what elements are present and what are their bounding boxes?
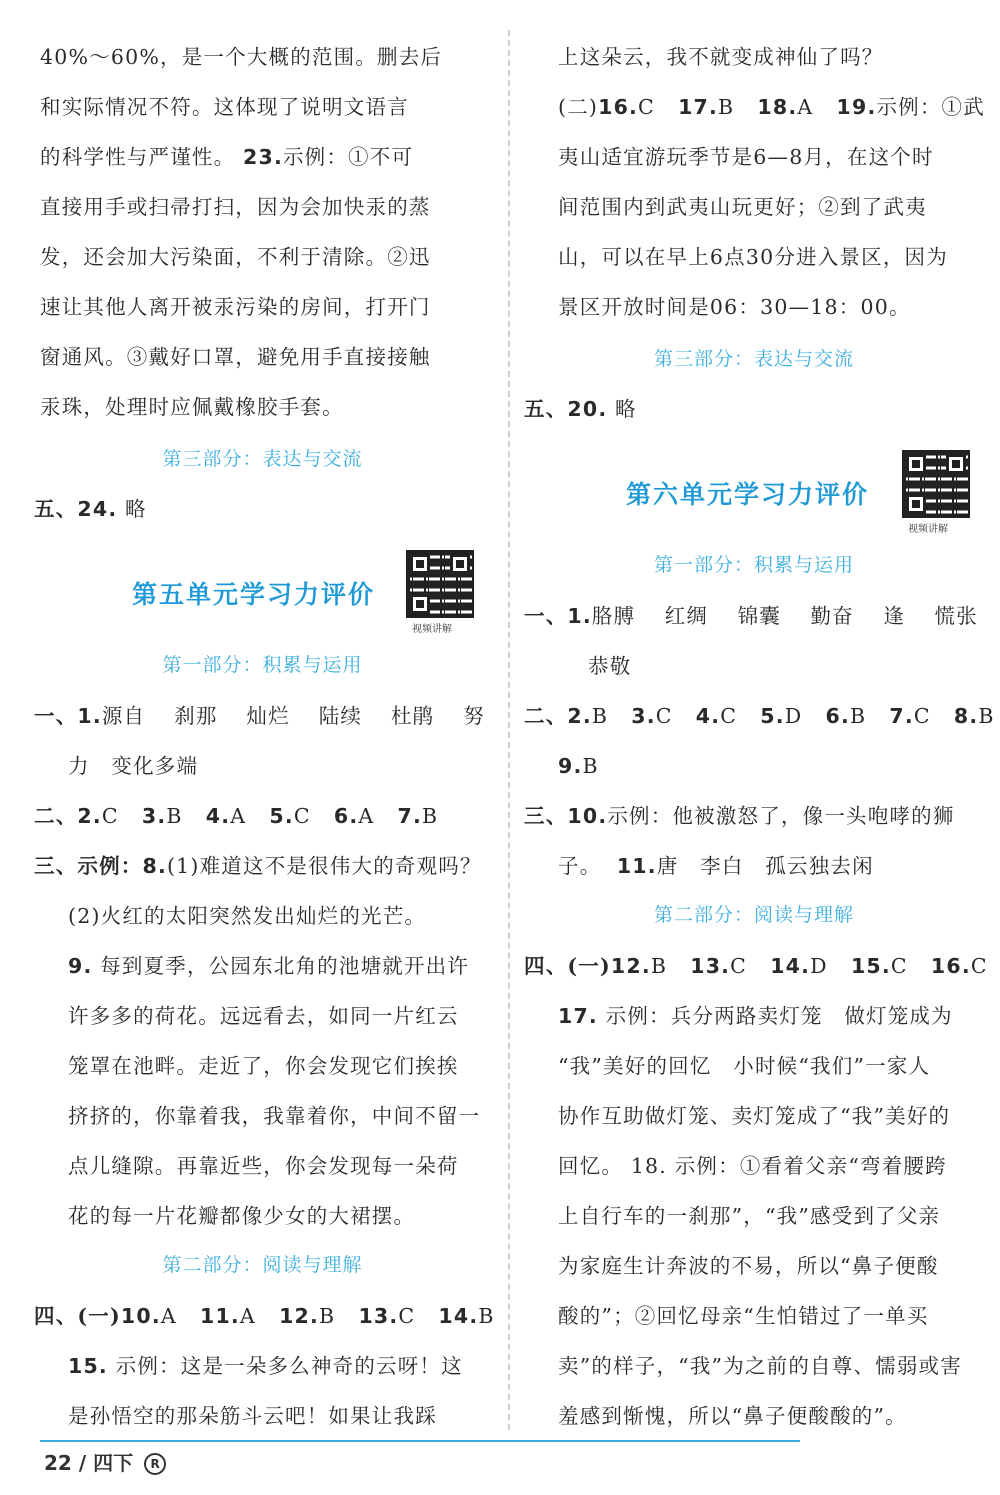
text-span: 灿烂 [246, 704, 290, 728]
question-number: 13. [690, 954, 731, 978]
text-span: 示例：①不可 [282, 145, 414, 169]
question-number: 20. [567, 397, 608, 421]
text-span: 三、示例： [34, 854, 143, 878]
text-span: 五、 [34, 497, 78, 521]
answer-line [524, 396, 637, 422]
question-number: 1. [77, 704, 102, 728]
text-span: 示例：这是一朵多么神奇的云呀！这 [107, 1354, 463, 1378]
answer-line: (2)火红的太阳突然发出灿烂的光芒。 [68, 904, 427, 928]
text-line: 直接用手或扫帚打扫，因为会加快汞的蒸 [40, 195, 431, 219]
text-span: 红绸 [664, 604, 709, 628]
text-span: 示例：①武 [876, 95, 985, 119]
text-span: 源自 [101, 704, 146, 728]
question-number: 19. [836, 95, 877, 119]
text-span: B [591, 704, 609, 728]
qr-code-icon[interactable] [406, 550, 474, 618]
text-line: 夷山适宜游玩季节是6—8月，在这个时 [558, 145, 934, 169]
question-number: 8. [953, 704, 979, 728]
text-span: 二、 [524, 704, 568, 728]
text-span: 刹那 [174, 704, 218, 728]
text-span: 的科学性与严谨性。 [40, 145, 244, 169]
text-span: 每到夏季，公园东北角的池塘就开出许 [92, 954, 470, 978]
section-heading: 第二部分：阅读与理解 [162, 1254, 363, 1276]
text-span: A [230, 804, 247, 828]
question-number: 5. [760, 704, 785, 728]
question-number: 11. [616, 854, 657, 878]
question-number: 4. [205, 804, 231, 828]
question-number: 15. [68, 1354, 108, 1378]
section-heading: 第一部分：积累与运用 [162, 654, 363, 676]
answer-line [558, 853, 874, 879]
text-span: (二) [558, 95, 599, 119]
text-span: 五、 [524, 397, 568, 421]
text-line: 上自行车的一刹那”，“我”感受到了父亲 [558, 1204, 941, 1228]
text-line: 点儿缝隙。再靠近些，你会发现每一朵荷 [68, 1154, 459, 1178]
question-number: 4. [695, 704, 721, 728]
text-span: 子。 [558, 854, 602, 878]
footer-page-label [44, 1450, 166, 1476]
unit-title: 第六单元学习力评价 [626, 480, 870, 509]
text-line: 汞珠，处理时应佩戴橡胶手套。 [40, 395, 344, 419]
text-line: 协作互助做灯笼、卖灯笼成了“我”美好的 [558, 1104, 951, 1128]
answer-line [34, 803, 438, 829]
section-heading: 第一部分：积累与运用 [653, 554, 854, 576]
qr-caption: 视频讲解 [412, 624, 452, 635]
answer-line [34, 853, 482, 879]
text-line: 卖”的样子，“我”为之前的自尊、懦弱或害 [558, 1354, 962, 1378]
text-span: 李白 [700, 854, 744, 878]
answer-line [558, 753, 599, 779]
text-span: C [720, 704, 738, 728]
text-span: B [849, 704, 867, 728]
text-span: A [239, 1304, 256, 1328]
question-number: 14. [438, 1304, 479, 1328]
page-number: 22 [44, 1451, 72, 1475]
question-number: 18. [757, 95, 798, 119]
text-span: 示例：兵分两路卖灯笼 做灯笼成为 [597, 1004, 953, 1028]
question-number: 9. [558, 754, 583, 778]
question-number: 12. [279, 1304, 320, 1328]
answer-line [524, 803, 955, 829]
question-number: 6. [825, 704, 850, 728]
question-number: 12. [610, 954, 651, 978]
text-line: 回忆。 18. 示例：①看着父亲“弯着腰跨 [558, 1154, 947, 1178]
question-number: 7. [889, 704, 914, 728]
column-divider [508, 30, 510, 1430]
text-span: C [730, 954, 748, 978]
question-number: 2. [77, 804, 102, 828]
text-line: 景区开放时间是06：30—18：00。 [558, 295, 911, 319]
text-span: 四、(一) [524, 954, 611, 978]
text-span: D [784, 704, 803, 728]
text-span: (1)难道这不是很伟大的奇观吗？ [166, 854, 482, 878]
footer-rule [40, 1440, 800, 1442]
text-span: 陆续 [318, 704, 363, 728]
text-span: 胳膊 [591, 604, 636, 628]
question-number: 9. [68, 954, 93, 978]
text-line: 速让其他人离开被汞污染的房间，打开门 [40, 295, 431, 319]
question-number: 5. [269, 804, 294, 828]
text-span: 四、(一) [34, 1304, 121, 1328]
question-number: 13. [358, 1304, 399, 1328]
text-span: B [421, 804, 439, 828]
answer-line [558, 1003, 953, 1029]
text-span: C [655, 704, 673, 728]
text-line: 40%～60%，是一个大概的范围。删去后 [40, 45, 443, 69]
text-span: C [890, 954, 908, 978]
text-span: 变化多端 [111, 754, 199, 778]
question-number: 15. [850, 954, 891, 978]
text-span: 一、 [34, 704, 78, 728]
text-span: 二、 [34, 804, 78, 828]
text-span: 唐 [656, 854, 679, 878]
text-span: 逢 [883, 604, 906, 628]
text-line: 笼罩在池畔。走近了，你会发现它们挨挨 [68, 1054, 459, 1078]
section-heading: 第三部分：表达与交流 [653, 348, 854, 370]
question-number: 24. [77, 497, 118, 521]
text-line: 花的每一片花瓣都像少女的大裙摆。 [68, 1204, 416, 1228]
text-span: B [478, 1304, 495, 1328]
question-number: 3. [141, 804, 167, 828]
qr-caption: 视频讲解 [908, 524, 948, 535]
question-number: 10. [567, 804, 608, 828]
question-number: 8. [142, 854, 167, 878]
unit-title: 第五单元学习力评价 [132, 580, 376, 609]
text-span: B [319, 1304, 336, 1328]
text-span: 示例：他被激怒了，像一头咆哮的狮 [607, 804, 955, 828]
answer-line [34, 496, 147, 522]
question-number: 16. [598, 95, 639, 119]
question-number: 17. [678, 95, 718, 119]
answer-line [68, 1353, 463, 1379]
question-number: 1. [567, 604, 592, 628]
text-span: 略 [117, 497, 147, 521]
text-span: C [638, 95, 655, 119]
grade-label: 四下 [93, 1451, 134, 1475]
text-line: 山，可以在早上6点30分进入景区，因为 [558, 245, 948, 269]
text-span: C [293, 804, 311, 828]
text-line: 和实际情况不符。这体现了说明文语言 [40, 95, 409, 119]
text-span: A [797, 95, 814, 119]
text-line: 羞感到惭愧，所以“鼻子便酸酸的”。 [558, 1404, 907, 1428]
text-span: C [913, 704, 931, 728]
question-number: 10. [120, 1304, 161, 1328]
text-span: 锦囊 [737, 604, 782, 628]
text-line: 发，还会加大污染面，不利于清除。②迅 [40, 245, 431, 269]
text-span: D [810, 954, 828, 978]
text-line: 间范围内到武夷山玩更好；②到了武夷 [558, 195, 927, 219]
text-span: A [160, 1304, 177, 1328]
text-span: 努 [463, 704, 485, 728]
text-line: 为家庭生计奔波的不易，所以“鼻子便酸 [558, 1254, 939, 1278]
text-span: 力 [68, 754, 90, 778]
text-span: B [582, 754, 599, 778]
text-span: 孤云独去闲 [765, 854, 874, 878]
text-span: C [970, 954, 988, 978]
section-heading: 第二部分：阅读与理解 [653, 904, 854, 926]
text-span: C [101, 804, 119, 828]
text-span: 慌张 [934, 604, 978, 628]
text-span: 一、 [524, 604, 568, 628]
page-separator: / [78, 1451, 87, 1475]
question-number: 3. [631, 704, 656, 728]
text-line: 挤挤的，你靠着我，我靠着你，中间不留一 [68, 1104, 481, 1128]
text-span: 三、 [524, 804, 568, 828]
text-span: B [166, 804, 183, 828]
text-line: “我”美好的回忆 小时候“我们”一家人 [558, 1054, 931, 1078]
section-heading: 第三部分：表达与交流 [162, 448, 363, 470]
text-line [40, 144, 413, 170]
page-footer [0, 1440, 1000, 1495]
qr-code-icon[interactable] [902, 450, 970, 518]
question-number: 16. [930, 954, 971, 978]
text-span: 勤奋 [810, 604, 854, 628]
question-number: 6. [333, 804, 359, 828]
question-number: 14. [770, 954, 811, 978]
answer-line [524, 703, 995, 729]
text-span: A [358, 804, 375, 828]
answer-line [68, 953, 469, 979]
answer-line [558, 94, 985, 120]
text-span: B [978, 704, 995, 728]
question-number: 11. [200, 1304, 240, 1328]
text-span: B [718, 95, 735, 119]
answer-line [524, 953, 988, 979]
text-line: 是孙悟空的那朵筋斗云吧！如果让我踩 [68, 1404, 437, 1428]
text-line: 许多多的荷花。远远看去，如同一片红云 [68, 1004, 459, 1028]
answer-line [524, 603, 978, 629]
question-number: 17. [558, 1004, 598, 1028]
question-number: 7. [397, 804, 422, 828]
text-span: 杜鹃 [390, 704, 435, 728]
answer-line [34, 703, 485, 729]
text-span: B [650, 954, 668, 978]
answer-line [34, 1303, 495, 1329]
text-line: 上这朵云，我不就变成神仙了吗？ [558, 45, 884, 69]
edition-badge-icon: R [144, 1453, 166, 1475]
text-span: 略 [607, 397, 637, 421]
answer-line [68, 753, 198, 779]
text-span: C [398, 1304, 416, 1328]
text-line: 窗通风。③戴好口罩，避免用手直接接触 [40, 345, 431, 369]
question-number: 23. [243, 145, 283, 169]
question-number: 2. [567, 704, 592, 728]
answer-line: 恭敬 [588, 654, 632, 678]
text-line: 酸的”；②回忆母亲“生怕错过了一单买 [558, 1304, 929, 1328]
